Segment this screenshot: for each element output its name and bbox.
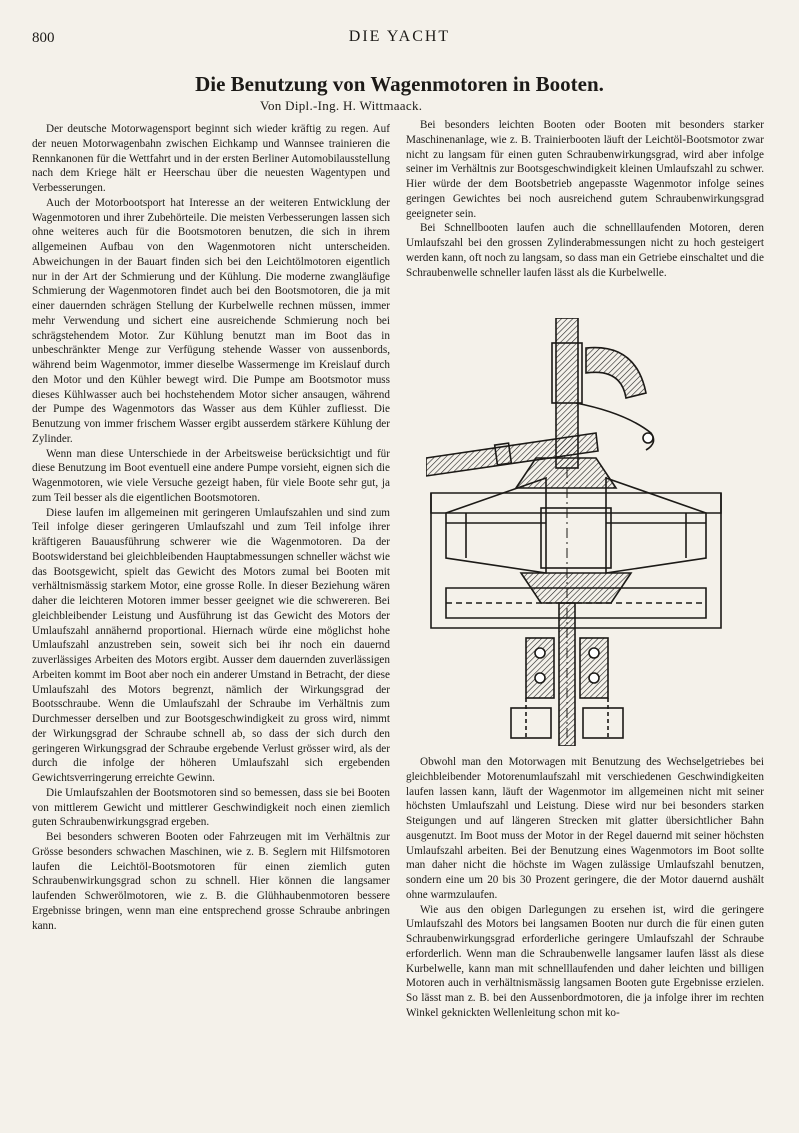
- paragraph: Die Umlaufszahlen der Bootsmotoren sind so bemessen, dass sie bei Booten von mittlerem Gewicht und mittlerer Geschwindigkeit noch einen ziemlich guten Schraubenwirkungsgrad ergeben.: [32, 786, 390, 829]
- page-number: 800: [32, 30, 55, 46]
- paragraph: Wenn man diese Unterschiede in der Arbeitsweise berücksichtigt und für diese Benutzung im Boot eventuell eine andere Pumpe vorsieht, eignen sich die Wagenmotoren, wie viele Versuche gezeigt haben, für viele Boote sehr gut, ja zum Teil besser als die eigentlichen Bootsmotoren.: [32, 447, 390, 504]
- article-author: Von Dipl.-Ing. H. Wittmaack.: [260, 98, 423, 113]
- paragraph: Wie aus den obigen Darlegungen zu ersehen ist, wird die geringere Umlaufszahl des Motors bei langsamen Booten nur durch die für einen guten Schraubenwirkungsgrad erforderliche geringere Umlaufszahl der Schraube erforderlich. Wenn man die Schraubenwelle langsamer laufen lässt als diese Kurbelwelle, kann man mit schnelllaufenden und daher leichten und billigen Motoren auch in verhältnismässig langsamen Booten gute Ergebnisse erzielen. So lässt man z. B. bei den Aussenbordmotoren, die ja infolge ihrer im rechten Winkel geknickten Wellenleitung schon mit ko-: [406, 903, 764, 1019]
- central-hub: [541, 508, 611, 568]
- bearing-block: [526, 638, 554, 698]
- running-head: DIE YACHT: [348, 28, 451, 45]
- clutch-arm: [586, 348, 646, 398]
- right-column-top: [406, 118, 764, 280]
- article-title: Die Benutzung von Wagenmotoren in Booten.: [195, 72, 604, 96]
- paragraph: Obwohl man den Motorwagen mit Benutzung des Wechselgetriebes bei gleichbleibender Motorenumlaufszahl mit verschiedenen Geschwindigkeiten laufen lassen kann, läuft der Wagenmotor im allgemeinen nicht mit seiner höchsten Umlaufszahl und Leistung. Diese wird nur bei besonders starken Steigungen und auf längeren Strecken mit glatter übersichtlicher Bahn ausgenutzt. Im Boot muss der Motor in der Regel dauernd mit seiner höchsten Umlaufszahl arbeiten. Bei der Benutzung eines Wagenmotors im Boot sollte man daher nicht die höchste im Wagen zulässige Umlaufszahl benutzen, sondern eine um 20 bis 30 Prozent geringere, die der Motor dauernd aushält ohne warmzulaufen.: [406, 756, 764, 901]
- paragraph: Bei Schnellbooten laufen auch die schnelllaufenden Motoren, deren Umlaufszahl bei den grossen Zylinderabmessungen nicht zu hoch gesteigert werden kann, oft noch zu langsam, so dass man ein Getriebe einschaltet und die Schraubenwelle schneller laufen lässt als die Kurbelwelle.: [406, 222, 764, 279]
- flange: [511, 708, 551, 738]
- right-column-bottom: [406, 755, 764, 1021]
- paragraph: Diese laufen im allgemeinen mit geringeren Umlaufszahlen und sind zum Teil infolge dieser geringeren Umlaufszahl und zum Teil infolge ihrer kräftigeren Bauausführung schwerer wie die Wagenmotoren. Da der Bootswiderstand bei gleichbleibenden Hauptabmessungen schneller wächst wie das Bootsgewicht, spielt das Gewicht des Motors zumal bei Booten mit verhältnismässig starkem Motor, eine grosse Rolle. In dieser Beziehung wären daher die leichteren Motoren immer besser geeignet wie die schwereren. Bei gleichbleibender Leistung und Ausführung ist das Gewicht des Motors der Umlaufszahl annähernd proportional. Hiernach würde eine möglichst hohe Umlaufszahl anzustreben sein, soweit sich bei ihr noch ein dauernd zuverlässiges Arbeiten des Motors ergibt. Ausser dem dauernden zuverlässigen Arbeiten kommt im Boot aber noch ein anderer Umstand in Betracht, der diese Umlaufszahl des Motors begrenzt, nämlich der Wirkungsgrad der Bootsschraube. Wenn die Umlaufszahl der Schraube im Verhältnis zum Durchmesser derselben und zur Bootsgeschwindigkeit zu gross wird, nimmt der Wirkungsgrad der Schraube schnell ab, so dass der sich durch den geringeren Wirkungsgrad der Schraube ergebende Verlust grösser wird, als der durch die infolge der höheren Umlaufszahl sich ergebenden Gewichtsverringerung erreichte Gewinn.: [32, 506, 390, 784]
- left-column: [32, 122, 390, 933]
- paragraph: Auch der Motorbootsport hat Interesse an der weiteren Entwicklung der Wagenmotoren und ihrer Zubehörteile. Die meisten Verbesserungen lassen sich ohne weiteres auch für die Bootsmotoren benutzen, die sich in ihrem allgemeinen Aufbau von den Wagenmotoren nicht unterscheiden. Abweichungen in der Bauart finden sich bei den Leichtölmotoren eigentlich nur in der Art der Schmierung und der Kühlung. Die moderne zwangläufige Schmierung der Wagenmotoren findet auch bei den Bootsmotoren, die ja mit einer dauernden schrägen Stellung der Kurbelwelle rechnen müssen, immer mehr Verwendung und sichert eine ausreichende Schmierung noch bei schrägstehendem Motor. Zur Kühlung benutzt man im Boot das in unbeschränkter Menge zur Verfügung stehende Wasser von aussenbords, während beim Wagenmotor, immer dieselbe Wassermenge im Kreislauf durch den Motor und den Kühler bewegt wird. Die Pumpe am Bootsmotor muss dieses Kühlwasser auch bei hochstehendem Motor sicher ansaugen, während der Pumpe des Wagenmotors das Wasser aus dem Kühler zufliesst. Die Benutzung von immer frischem Wasser ergibt ausserdem stärkere Kühlung der Zylinder.: [32, 196, 390, 445]
- paragraph: Bei besonders schweren Booten oder Fahrzeugen mit im Verhältnis zur Grösse besonders schwachen Maschinen, wie z. B. Seglern mit Hilfsmotoren laufen die Leichtöl-Bootsmotoren für einen ziemlich guten Schraubenwirkungsgrad schon zu schnell. Hier können die langsamer laufenden Schwerölmotoren, wie z. B. die Glühhaubenmotoren bessere Ergebnisse bringen, wenn man eine entsprechend grosse Schraube anbringen kann.: [32, 831, 390, 932]
- paragraph: Der deutsche Motorwagensport beginnt sich wieder kräftig zu regen. Auf der neuen Motorwagenbahn zwischen Eichkamp und Wannsee trainieren die Rennkanonen für die Wettfahrt und in der ersten Berliner Automobilausstellung nach dem Kriege hält er Heerschau über die neuesten Wagentypen und Verbesserungen.: [32, 123, 390, 194]
- paragraph: Bei besonders leichten Booten oder Booten mit besonders starker Maschinenanlage, wie z. B. Trainierbooten läuft der Leichtöl-Bootsmotor zwar nicht zu langsam für einen guten Schraubenwirkungsgrad, wird aber infolge seiner im Verhältnis zur Bootsgeschwindigkeit kleinen Umlaufszahl zu schwer. Hier würde der dem Bootsbetrieb angepasste Wagenmotor infolge seines geringen Gewichtes bei noch ausreichend gutem Schraubenwirkungsgrad geeigneter sein.: [406, 119, 764, 220]
- gearbox-diagram: [426, 318, 726, 746]
